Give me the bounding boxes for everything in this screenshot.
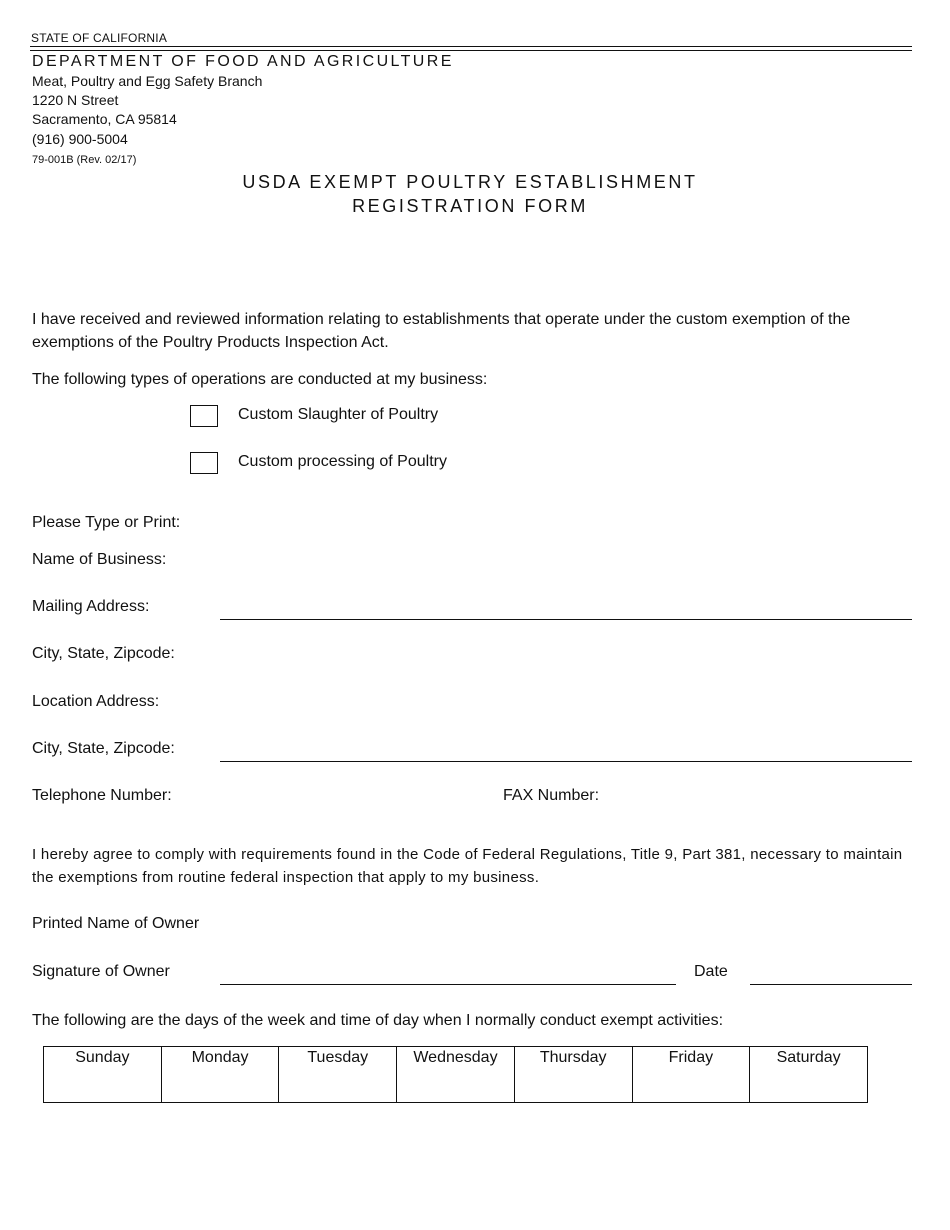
fax-label: FAX Number: <box>503 787 600 804</box>
schedule-table <box>43 1046 868 1103</box>
schedule-wednesday-cell[interactable]: Wednesday <box>397 1047 515 1103</box>
state-label: STATE OF CALIFORNIA <box>31 31 168 45</box>
schedule-saturday-cell[interactable]: Saturday <box>750 1047 868 1103</box>
form-title-line-1: USDA EXEMPT POULTRY ESTABLISHMENT <box>242 172 698 192</box>
signature-label: Signature of Owner <box>32 963 170 980</box>
form-title-line-2: REGISTRATION FORM <box>352 196 588 216</box>
schedule-thursday-cell[interactable]: Thursday <box>514 1047 632 1103</box>
business-name-label: Name of Business: <box>32 551 167 568</box>
date-label: Date <box>694 963 728 980</box>
city-address: Sacramento, CA 95814 <box>32 111 177 127</box>
type-or-print-instruction: Please Type or Print: <box>32 514 181 531</box>
branch-phone: (916) 900-5004 <box>32 131 128 147</box>
date-field[interactable] <box>750 984 912 985</box>
form-number: 79-001B (Rev. 02/17) <box>32 154 137 166</box>
schedule-prompt: The following are the days of the week and time of day when I normally conduct exempt activities: <box>32 1012 724 1029</box>
agreement-text: I hereby agree to comply with requirements found in the Code of Federal Regulations, Title 9, Part 381, necessary to maintain the exemptions from routine federal inspection that apply to my business. <box>32 846 903 886</box>
mailing-city-label: City, State, Zipcode: <box>32 645 175 662</box>
review-statement: I have received and reviewed information relating to establishments that operate under the custom exemption of the exemptions of the Poultry Products Inspection Act. <box>32 311 851 351</box>
schedule-tuesday-cell[interactable]: Tuesday <box>279 1047 397 1103</box>
schedule-sunday-cell[interactable]: Sunday <box>44 1047 162 1103</box>
location-city-label: City, State, Zipcode: <box>32 740 175 757</box>
header-rule-top <box>30 46 912 47</box>
custom-slaughter-label: Custom Slaughter of Poultry <box>238 406 439 423</box>
operations-prompt: The following types of operations are conducted at my business: <box>32 371 488 388</box>
signature-field[interactable] <box>220 984 676 985</box>
custom-processing-checkbox[interactable] <box>190 452 218 474</box>
telephone-label: Telephone Number: <box>32 787 172 804</box>
location-city-field[interactable] <box>220 761 912 762</box>
schedule-row <box>44 1047 868 1103</box>
branch-name: Meat, Poultry and Egg Safety Branch <box>32 73 263 89</box>
mailing-address-label: Mailing Address: <box>32 598 150 615</box>
schedule-monday-cell[interactable]: Monday <box>161 1047 279 1103</box>
custom-slaughter-checkbox[interactable] <box>190 405 218 427</box>
department-name: DEPARTMENT OF FOOD AND AGRICULTURE <box>32 53 454 70</box>
printed-name-label: Printed Name of Owner <box>32 915 200 932</box>
header-rule-bottom <box>30 50 912 51</box>
location-address-label: Location Address: <box>32 693 160 710</box>
mailing-address-field[interactable] <box>220 619 912 620</box>
schedule-friday-cell[interactable]: Friday <box>632 1047 750 1103</box>
custom-processing-label: Custom processing of Poultry <box>238 453 447 470</box>
street-address: 1220 N Street <box>32 92 119 108</box>
